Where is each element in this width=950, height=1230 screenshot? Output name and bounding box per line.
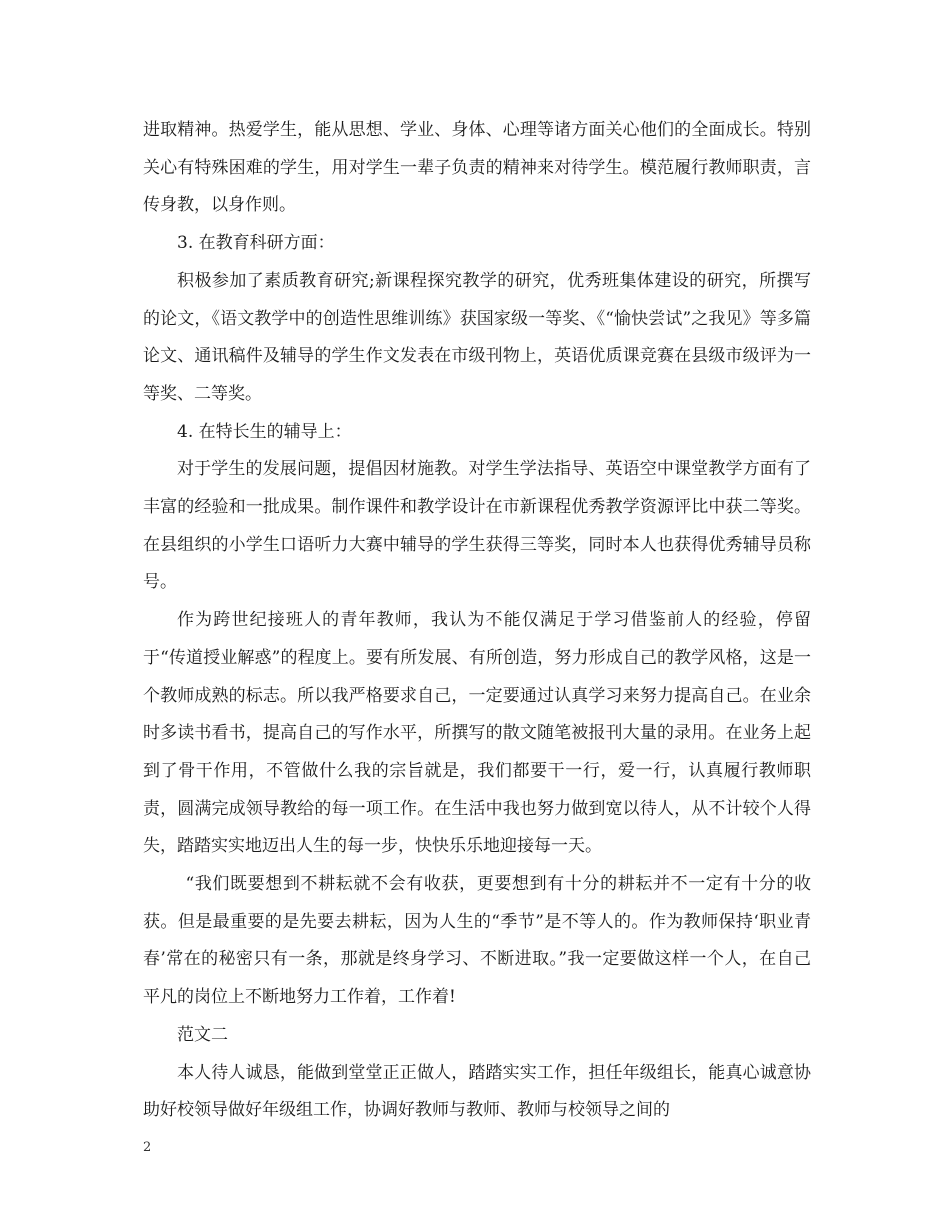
section-heading-research: 3. 在教育科研方面：	[177, 233, 335, 254]
paragraph-quote: “我们既要想到不耕耘就不会有收获，更要想到有十分的耕耘并不一定有十分的收获。但是最重要的是先要去耕耘，因为人生的“季节”是不等人的。作为教师保持‘职业青春’常在的秘密只有一条，那就是终身学习、不断进取。”我一定要做这样一个人，在自己平凡的岗位上不断地努力工作着，工作着!	[143, 874, 811, 1008]
section-heading-sample-two: 范文二	[177, 1024, 228, 1045]
paragraph-young-teacher: 作为跨世纪接班人的青年教师，我认为不能仅满足于学习借鉴前人的经验，停留于“传道授业解惑”的程度上。要有所发展、有所创造，努力形成自己的教学风格，这是一个教师成熟的标志。所以我严格要求自己，一定要通过认真学习来努力提高自己。在业余时多读书看书，提高自己的写作水平，所撰写的散文随笔被报刊大量的录用。在业务上起到了骨干作用，不管做什么我的宗旨就是，我们都要干一行，爱一行，认真履行教师职责，圆满完成领导教给的每一项工作。在生活中我也努力做到宽以待人，从不计较个人得失，踏踏实实地迈出人生的每一步，快快乐乐地迎接每一天。	[143, 610, 811, 857]
section-heading-tutoring: 4. 在特长生的辅导上：	[177, 421, 352, 442]
paragraph-sample-two: 本人待人诚恳，能做到堂堂正正做人，踏踏实实工作，担任年级组长，能真心诚意协助好校领导做好年级组工作，协调好教师与教师、教师与校领导之间的	[143, 1062, 811, 1121]
paragraph-tutoring: 对于学生的发展问题，提倡因材施教。对学生学法指导、英语空中课堂教学方面有了丰富的经验和一批成果。制作课件和教学设计在市新课程优秀教学资源评比中获二等奖。在县组织的小学生口语听力大赛中辅导的学生获得三等奖，同时本人也获得优秀辅导员称号。	[143, 459, 811, 593]
document-body	[143, 112, 811, 1130]
paragraph-research: 积极参加了素质教育研究;新课程探究教学的研究，优秀班集体建设的研究，所撰写的论文，《语文教学中的创造性思维训练》获国家级一等奖、《“愉快尝试”之我见》等多篇论文、通讯稿件及辅导的学生作文发表在市级刊物上，英语优质课竞赛在县级市级评为一等奖、二等奖。	[143, 270, 811, 404]
page-number: 2	[143, 1140, 152, 1155]
paragraph-continuation: 进取精神。热爱学生，能从思想、学业、身体、心理等诸方面关心他们的全面成长。特别关心有特殊困难的学生，用对学生一辈子负责的精神来对待学生。模范履行教师职责，言传身教，以身作则。	[143, 120, 811, 216]
